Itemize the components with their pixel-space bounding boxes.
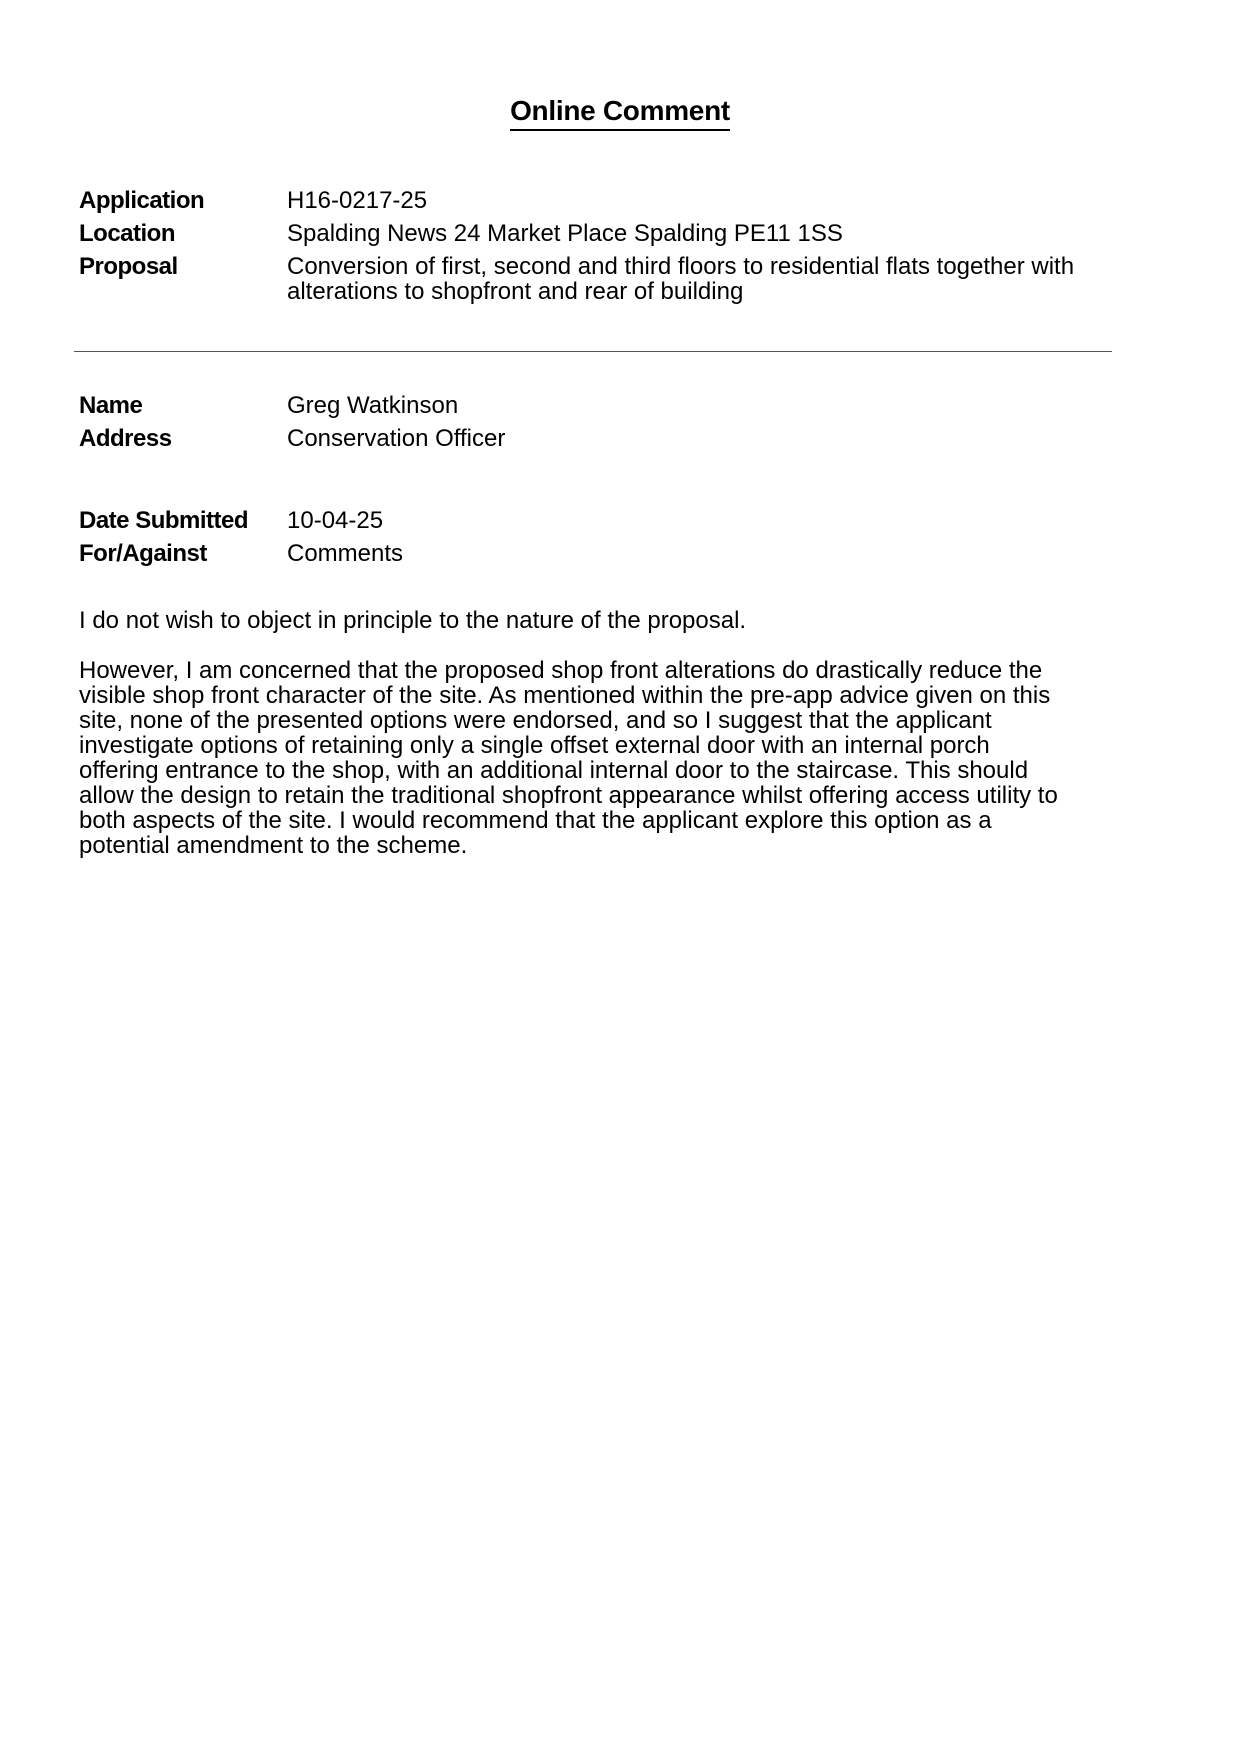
application-label: Application [79,187,205,214]
application-value: H16-0217-25 [287,187,428,214]
name-label: Name [79,392,143,419]
page-title [0,95,1240,131]
comment-line: offering entrance to the shop, with an additional internal door to the staircase. This should [79,757,1029,784]
date-submitted-value: 10-04-25 [287,507,384,534]
comment-line: investigate options of retaining only a single offset external door with an internal porch [79,732,990,759]
proposal-value [287,254,1187,304]
comment-line: allow the design to retain the traditional shopfront appearance whilst offering access utility to [79,782,1058,809]
for-against-label: For/Against [79,540,207,567]
date-submitted-label: Date Submitted [79,507,249,534]
for-against-value: Comments [287,540,404,567]
location-value: Spalding News 24 Market Place Spalding PE11 1SS [287,220,843,247]
proposal-line: alterations to shopfront and rear of building [287,278,744,305]
comment-line: However, I am concerned that the proposed shop front alterations do drastically reduce the [79,657,1043,684]
comment-line: potential amendment to the scheme. [79,832,468,859]
location-label: Location [79,220,175,247]
section-divider [74,351,1112,352]
address-label: Address [79,425,172,452]
address-value: Conservation Officer [287,425,506,452]
proposal-line: Conversion of first, second and third floors to residential flats together with [287,253,1075,280]
comment-line: visible shop front character of the site. As mentioned within the pre-app advice given on this [79,682,1051,709]
comment-line: both aspects of the site. I would recommend that the applicant explore this option as a [79,807,992,834]
comment-paragraph-1: I do not wish to object in principle to the nature of the proposal. [79,607,747,634]
comment-paragraph-2 [79,658,1129,858]
proposal-label: Proposal [79,253,178,280]
page-title-text: Online Comment [510,95,730,131]
name-value: Greg Watkinson [287,392,459,419]
comment-line: site, none of the presented options were endorsed, and so I suggest that the applicant [79,707,992,734]
